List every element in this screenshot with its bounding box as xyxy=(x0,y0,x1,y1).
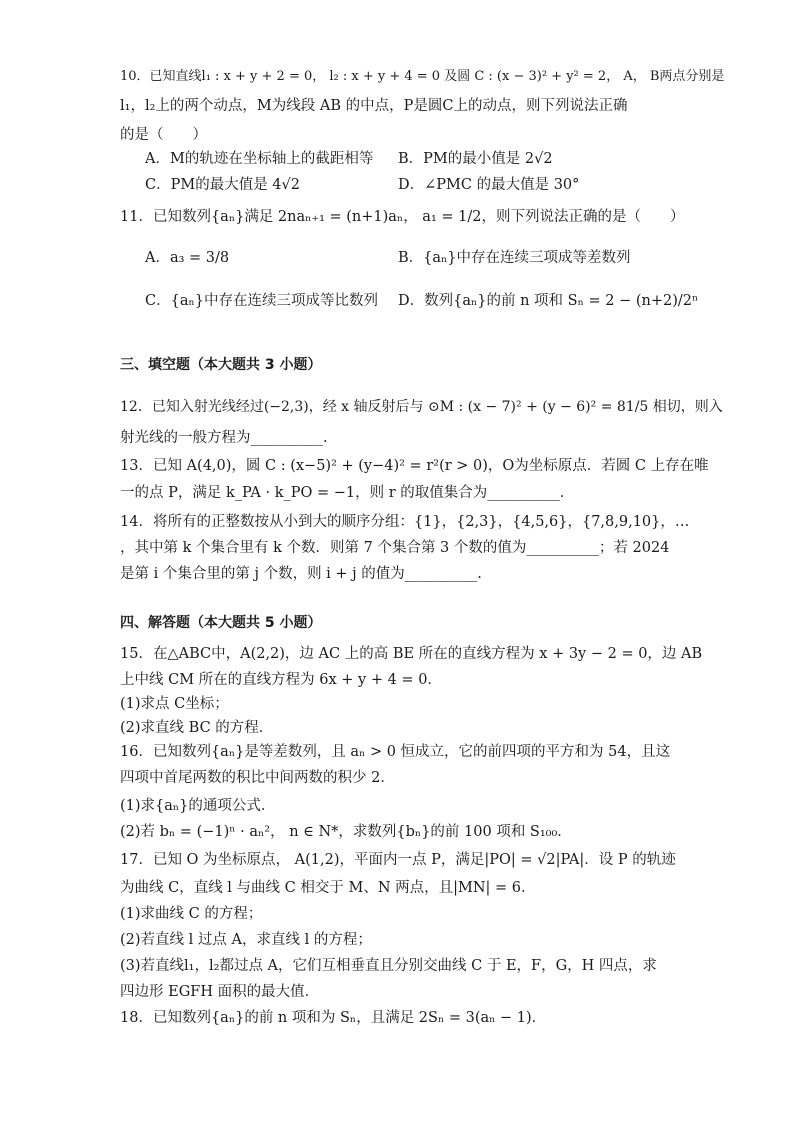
q14-line-3: 是第 i 个集合里的第 j 个数，则 i + j 的值为__________. xyxy=(120,566,482,582)
q12-line-2: 射光线的一般方程为__________. xyxy=(120,430,328,446)
q18-line-1: 18．已知数列{aₙ}的前 n 项和为 Sₙ，且满足 2Sₙ = 3(aₙ − 1)． xyxy=(120,1010,547,1026)
q10-option-d: D．∠PMC 的最大值是 30° xyxy=(398,177,580,193)
section-4-title: 四、解答题（本大题共 5 小题） xyxy=(120,615,322,631)
q10-option-c: C．PM的最大值是 4√2 xyxy=(145,177,300,193)
q11-option-b: B．{aₙ}中存在连续三项成等差数列 xyxy=(398,250,631,266)
q13-line-2: 一的点 P，满足 k_PA · k_PO = −1，则 r 的取值集合为__________． xyxy=(120,485,575,501)
q11-option-c: C．{aₙ}中存在连续三项成等比数列 xyxy=(145,293,378,309)
q17-line-1: 17．已知 O 为坐标原点， A(1,2)，平面内一点 P，满足|PO| = √2|PA|．设 P 的轨迹 xyxy=(120,852,676,868)
q17-line-5: (3)若直线l₁，l₂都过点 A，它们互相垂直且分别交曲线 C 于 E，F，G，H 四点，求 xyxy=(120,958,657,974)
q10-line-3: 的是（ ） xyxy=(120,127,207,143)
q10-option-b: B．PM的最小值是 2√2 xyxy=(398,151,553,167)
q16-line-2: 四项中首尾两数的积比中间两数的积少 2． xyxy=(120,770,395,786)
q13-line-1: 13．已知 A(4,0)，圆 C : (x−5)² + (y−4)² = r²(r > 0)，O为坐标原点．若圆 C 上存在唯 xyxy=(120,458,709,474)
q17-line-6: 四边形 EGFH 面积的最大值． xyxy=(120,984,320,1000)
q12-line-1: 12．已知入射光线经过(−2,3)，经 x 轴反射后与 ⊙M : (x − 7)² + (y − 6)² = 81/5 相切，则入 xyxy=(120,399,723,415)
q10-line-1: 10．已知直线l₁ : x + y + 2 = 0， l₂ : x + y + 4 = 0 及圆 C : (x − 3)² + y² = 2， A， B两点分别是 xyxy=(120,69,725,84)
q14-line-1: 14．将所有的正整数按从小到大的顺序分组：{1}，{2,3}，{4,5,6}，{7,8,9,10}，… xyxy=(120,514,690,530)
q14-line-2: ，其中第 k 个集合里有 k 个数．则第 7 个集合第 3 个数的值为__________；若 2024 xyxy=(120,540,670,556)
q10-option-a: A．M的轨迹在坐标轴上的截距相等 xyxy=(145,151,374,167)
q11-line-1: 11．已知数列{aₙ}满足 2naₙ₊₁ = (n+1)aₙ， a₁ = 1/2，则下列说法正确的是（ ） xyxy=(120,209,685,225)
q16-line-1: 16．已知数列{aₙ}是等差数列，且 aₙ > 0 恒成立，它的前四项的平方和为 54，且这 xyxy=(120,744,671,760)
q17-line-4: (2)若直线 l 过点 A，求直线 l 的方程； xyxy=(120,932,372,948)
q15-line-2: 上中线 CM 所在的直线方程为 6x + y + 4 = 0． xyxy=(120,672,442,688)
q10-line-2: l₁，l₂上的两个动点，M为线段 AB 的中点，P是圆C上的动点，则下列说法正确 xyxy=(120,98,628,114)
q15-line-1: 15．在△ABC中，A(2,2)，边 AC 上的高 BE 所在的直线方程为 x + 3y − 2 = 0，边 AB xyxy=(120,646,703,662)
q11-option-a: A．a₃ = 3/8 xyxy=(145,250,230,266)
q16-line-4: (2)若 bₙ = (−1)ⁿ · aₙ²， n ∈ N*，求数列{bₙ}的前 100 项和 S₁₀₀． xyxy=(120,824,572,840)
q17-line-3: (1)求曲线 C 的方程； xyxy=(120,906,263,922)
q11-option-d: D．数列{aₙ}的前 n 项和 Sₙ = 2 − (n+2)/2ⁿ xyxy=(398,293,699,309)
q17-line-2: 为曲线 C，直线 l 与曲线 C 相交于 M、N 两点，且|MN| = 6． xyxy=(120,880,536,896)
q16-line-3: (1)求{aₙ}的通项公式． xyxy=(120,798,276,814)
q15-line-3: (1)求点 C坐标； xyxy=(120,696,229,712)
q15-line-4: (2)求直线 BC 的方程． xyxy=(120,720,274,736)
section-3-title: 三、填空题（本大题共 3 小题） xyxy=(120,357,322,373)
